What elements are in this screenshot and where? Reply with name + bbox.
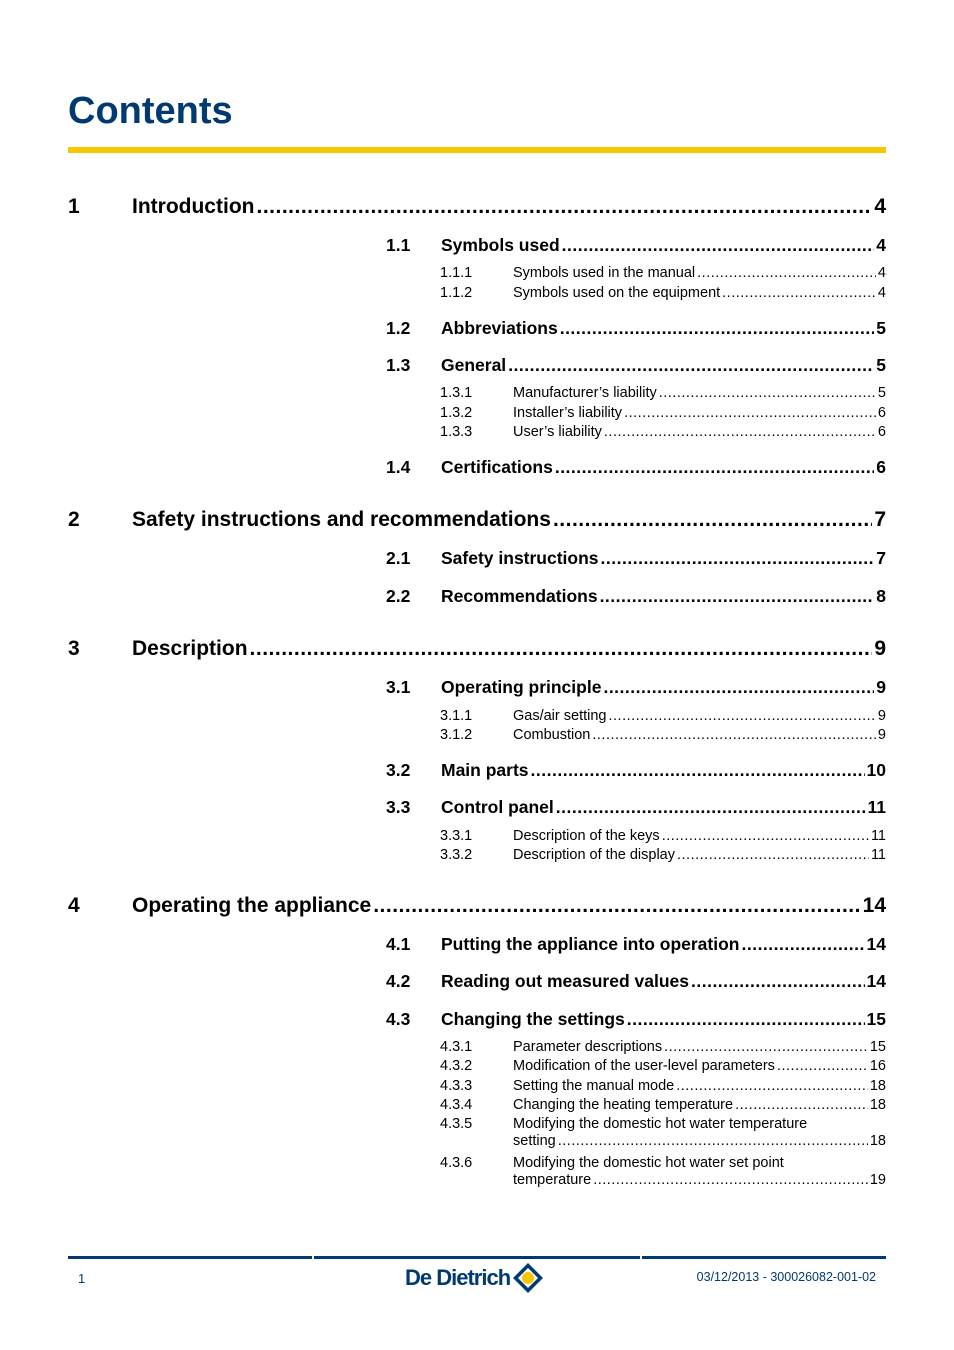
- toc-entry-page: 4: [876, 235, 886, 255]
- toc-entry-label: Changing the heating temperature: [513, 1097, 734, 1113]
- toc-entry-level-2[interactable]: [386, 677, 886, 698]
- toc-entry-level-2[interactable]: [386, 760, 886, 781]
- toc-entry-level-3[interactable]: [440, 828, 886, 844]
- toc-leader-dots: [609, 708, 876, 724]
- toc-entry-level-2[interactable]: [386, 1009, 886, 1030]
- toc-entry-number: 1.2: [386, 318, 411, 338]
- toc-entry-number: 2: [68, 508, 80, 531]
- toc-entry-level-2[interactable]: [386, 457, 886, 478]
- toc-entry-number: 3: [68, 637, 80, 660]
- toc-entry-page: 4: [877, 285, 886, 301]
- toc-entry-number: 1.1.2: [440, 285, 473, 301]
- toc-entry-label-continued: temperature: [513, 1172, 592, 1188]
- toc-leader-dots: [558, 1133, 868, 1149]
- toc-entry-page: 6: [877, 405, 886, 421]
- toc-leader-dots: [553, 508, 872, 532]
- toc-entry-number: 4.3.1: [440, 1039, 473, 1055]
- toc-entry-page: 5: [877, 385, 886, 401]
- toc-entry-number: 4: [68, 894, 80, 917]
- toc-leader-dots: [560, 318, 875, 339]
- toc-entry-label: Changing the settings: [441, 1009, 625, 1029]
- toc-leader-dots: [676, 1078, 868, 1094]
- toc-entry-label: Gas/air setting: [513, 708, 607, 724]
- toc-leader-dots: [604, 424, 876, 440]
- toc-entry-level-3[interactable]: [440, 424, 886, 440]
- toc-entry-level-3[interactable]: [440, 1058, 886, 1074]
- toc-entry-number: 1.1: [386, 235, 411, 255]
- toc-entry-number: 1.3: [386, 355, 411, 375]
- toc-leader-dots: [664, 1039, 868, 1055]
- toc-entry-label: Symbols used in the manual: [513, 265, 696, 281]
- toc-leader-dots: [741, 934, 864, 955]
- toc-leader-dots: [722, 285, 876, 301]
- toc-leader-dots: [677, 847, 869, 863]
- toc-entry-number: 4.3.4: [440, 1097, 473, 1113]
- toc-entry-level-3[interactable]: [440, 1039, 886, 1055]
- toc-entry-page: 9: [877, 727, 886, 743]
- toc-leader-dots: [691, 971, 865, 992]
- toc-entry-page: 6: [877, 424, 886, 440]
- toc-entry-page: 8: [876, 586, 886, 606]
- toc-entry-label: Symbols used on the equipment: [513, 285, 721, 301]
- toc-entry-level-2[interactable]: [386, 548, 886, 569]
- toc-entry-page: 14: [862, 894, 886, 917]
- toc-entry-level-2[interactable]: [386, 797, 886, 818]
- toc-entry-page: 19: [869, 1172, 886, 1188]
- toc-entry-number: 1.4: [386, 457, 411, 477]
- toc-entry-page: 5: [876, 355, 886, 375]
- toc-entry-number: 2.1: [386, 548, 411, 568]
- brand-logo: [405, 1262, 545, 1294]
- toc-entry-level-3[interactable]: [440, 1155, 886, 1188]
- toc-entry-label: General: [441, 355, 507, 375]
- toc-entry-page: 9: [874, 637, 886, 660]
- toc-entry-label: Abbreviations: [441, 318, 558, 338]
- toc-entry-label: Main parts: [441, 760, 529, 780]
- toc-leader-dots: [697, 265, 876, 281]
- toc-entry-level-1[interactable]: [68, 637, 886, 661]
- toc-entry-level-2[interactable]: [386, 318, 886, 339]
- toc-leader-dots: [777, 1058, 868, 1074]
- toc-entry-number: 3.1: [386, 677, 411, 697]
- toc-leader-dots: [592, 727, 876, 743]
- toc-entry-label: Operating principle: [441, 677, 602, 697]
- toc-entry-label: Manufacturer’s liability: [513, 385, 657, 401]
- toc-entry-page: 16: [869, 1058, 886, 1074]
- footer-rule: [68, 1256, 886, 1259]
- toc-entry-page: 4: [874, 195, 886, 218]
- toc-entry-label: User’s liability: [513, 424, 602, 440]
- toc-entry-number: 4.3.6: [440, 1155, 473, 1171]
- toc-entry-page: 11: [870, 828, 886, 844]
- toc-leader-dots: [659, 385, 876, 401]
- toc-entry-page: 15: [869, 1039, 886, 1055]
- toc-entry-number: 4.3.5: [440, 1116, 473, 1132]
- toc-entry-page: 10: [866, 760, 886, 780]
- toc-leader-dots: [593, 1172, 868, 1188]
- toc-leader-dots: [627, 1009, 865, 1030]
- toc-entry-number: 3.1.1: [440, 708, 473, 724]
- toc-entry-number: 4.1: [386, 934, 411, 954]
- page-number: 1: [78, 1271, 86, 1286]
- de-dietrich-diamond-icon: [511, 1262, 545, 1294]
- toc-entry-page: 5: [876, 318, 886, 338]
- toc-entry-number: 1.3.2: [440, 405, 473, 421]
- toc-entry-label: Modification of the user-level parameters: [513, 1058, 775, 1074]
- page-title: Contents: [68, 90, 233, 132]
- toc-entry-label: Modifying the domestic hot water set point: [513, 1155, 784, 1171]
- toc-entry-number: 3.1.2: [440, 727, 473, 743]
- toc-entry-label: Reading out measured values: [441, 971, 689, 991]
- document-reference: 03/12/2013 - 300026082-001-02: [696, 1270, 876, 1284]
- toc-entry-label: Safety instructions: [441, 548, 599, 568]
- toc-entry-level-2[interactable]: [386, 971, 886, 992]
- toc-entry-level-2[interactable]: [386, 235, 886, 256]
- toc-leader-dots: [600, 586, 875, 607]
- toc-leader-dots: [562, 235, 875, 256]
- toc-leader-dots: [250, 637, 873, 661]
- toc-entry-level-3[interactable]: [440, 285, 886, 301]
- toc-leader-dots: [256, 195, 872, 219]
- toc-entry-label: Parameter descriptions: [513, 1039, 663, 1055]
- toc-entry-level-1[interactable]: [68, 195, 886, 219]
- toc-entry-label: Introduction: [132, 195, 255, 218]
- toc-entry-page: 14: [866, 934, 886, 954]
- toc-entry-page: 18: [869, 1078, 886, 1094]
- toc-entry-level-3[interactable]: [440, 405, 886, 421]
- toc-entry-number: 3.3.2: [440, 847, 473, 863]
- toc-entry-number: 3.3: [386, 797, 411, 817]
- toc-leader-dots: [624, 405, 876, 421]
- toc-entry-number: 4.2: [386, 971, 411, 991]
- toc-entry-level-2[interactable]: [386, 934, 886, 955]
- toc-leader-dots: [601, 548, 875, 569]
- toc-entry-number: 3.3.1: [440, 828, 473, 844]
- toc-entry-level-1[interactable]: [68, 508, 886, 532]
- toc-entry-number: 1.3.3: [440, 424, 473, 440]
- toc-entry-label: Description of the display: [513, 847, 675, 863]
- toc-entry-label-continued: setting: [513, 1133, 556, 1149]
- toc-entry-page: 7: [876, 548, 886, 568]
- toc-leader-dots: [555, 457, 874, 478]
- toc-entry-label: Combustion: [513, 727, 591, 743]
- toc-entry-level-3[interactable]: [440, 727, 886, 743]
- toc-entry-page: 9: [876, 677, 886, 697]
- toc-entry-level-1[interactable]: [68, 894, 886, 918]
- toc-entry-page: 7: [874, 508, 886, 531]
- toc-entry-label: Description of the keys: [513, 828, 660, 844]
- toc-entry-level-3[interactable]: [440, 1116, 886, 1149]
- toc-entry-number: 4.3.3: [440, 1078, 473, 1094]
- brand-name: De Dietrich: [405, 1265, 511, 1290]
- toc-entry-level-3[interactable]: [440, 708, 886, 724]
- toc-leader-dots: [603, 677, 874, 698]
- toc-entry-level-3[interactable]: [440, 1078, 886, 1094]
- toc-entry-page: 6: [876, 457, 886, 477]
- toc-entry-label: Control panel: [441, 797, 554, 817]
- toc-entry-number: 1.1.1: [440, 265, 473, 281]
- toc-entry-level-3[interactable]: [440, 385, 886, 401]
- toc-leader-dots: [735, 1097, 868, 1113]
- toc-entry-page: 11: [870, 847, 886, 863]
- toc-entry-number: 4.3: [386, 1009, 411, 1029]
- toc-entry-label: Symbols used: [441, 235, 560, 255]
- toc-entry-number: 1.3.1: [440, 385, 473, 401]
- toc-leader-dots: [373, 894, 860, 918]
- toc-entry-page: 14: [866, 971, 886, 991]
- toc-entry-level-3[interactable]: [440, 847, 886, 863]
- toc-entry-label: Safety instructions and recommendations: [132, 508, 551, 531]
- toc-entry-label: Certifications: [441, 457, 553, 477]
- toc-entry-label: Installer’s liability: [513, 405, 623, 421]
- toc-entry-label: Putting the appliance into operation: [441, 934, 740, 954]
- toc-entry-number: 3.2: [386, 760, 411, 780]
- toc-entry-page: 11: [867, 797, 886, 817]
- toc-entry-label: Recommendations: [441, 586, 598, 606]
- toc-entry-label: Operating the appliance: [132, 894, 372, 917]
- toc-leader-dots: [662, 828, 869, 844]
- toc-entry-page: 18: [869, 1133, 886, 1149]
- toc-entry-level-2[interactable]: [386, 586, 886, 607]
- toc-leader-dots: [508, 355, 874, 376]
- toc-entry-page: 18: [869, 1097, 886, 1113]
- toc-entry-page: 15: [866, 1009, 886, 1029]
- toc-entry-label: Description: [132, 637, 248, 660]
- toc-entry-label: Setting the manual mode: [513, 1078, 675, 1094]
- toc-entry-label: Modifying the domestic hot water temperature: [513, 1116, 808, 1132]
- toc-entry-page: 4: [877, 265, 886, 281]
- toc-entry-level-2[interactable]: [386, 355, 886, 376]
- toc-entry-number: 2.2: [386, 586, 411, 606]
- toc-leader-dots: [531, 760, 865, 781]
- toc-entry-page: 9: [877, 708, 886, 724]
- toc-entry-number: 1: [68, 195, 80, 218]
- toc-entry-level-3[interactable]: [440, 265, 886, 281]
- toc-entry-level-3[interactable]: [440, 1097, 886, 1113]
- toc-leader-dots: [556, 797, 866, 818]
- toc-entry-number: 4.3.2: [440, 1058, 473, 1074]
